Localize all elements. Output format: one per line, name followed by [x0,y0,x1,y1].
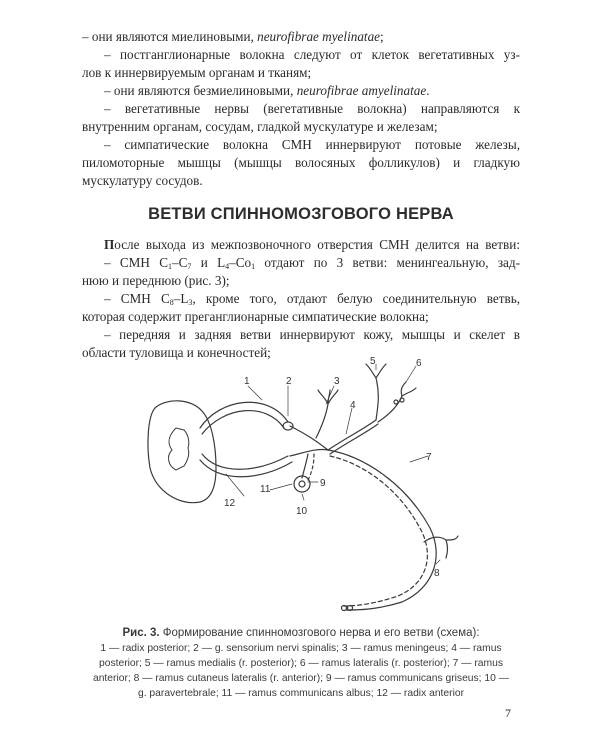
text-line: – постганглионарные волокна следуют от клеток вегетативных уз- [104,47,520,62]
lateral-branch [378,382,416,422]
fig-label: 10 [296,506,308,517]
fig-label: 11 [260,484,271,495]
figure-legend-line: g. paravertebrale; 11 — ramus communicans albus; 12 — radix anterior [137,688,465,699]
meningeal-branch [316,390,338,438]
paragraph-line: которая содержит преганглионарные симпатические волокна; [82,309,429,324]
paragraph-line: области туловища и конечностей; [82,345,271,360]
fig-label: 12 [224,498,236,509]
paragraph-line: – передняя и задняя ветви иннервируют кожу, мышцы и скелет в [104,327,520,342]
paragraph-line: – СМН $С_1-С_7$ и $L_4-Co_1$ отдают по 3 ветви: менингеальную, зад- [104,255,520,271]
medial-branch [366,364,386,420]
paragraph-line: После выхода из межпозвоночного отверстия СМН делится на ветви: [104,237,520,252]
figure-legend-line: posterior; 5 — ramus medialis (r. posterior); 6 — ramus lateralis (r. posterior); 7 — ramus [99,658,503,669]
fig-label: 6 [416,358,422,369]
anterior-root [202,454,288,469]
text-line: – они являются миелиновыми, neurofibrae myelinatae; [82,29,384,44]
ramus-communicans [302,454,308,478]
fig-label: 3 [334,376,340,387]
paragraph-line: – СМН $С_8-L_3$, кроме того, отдают белую соединительную ветвь, [104,291,521,307]
fig-label: 7 [426,452,432,463]
fig-label: 5 [370,356,376,367]
lateral-cutaneous-branch [424,536,458,558]
page-number: 7 [505,706,511,720]
text-line: лов к иннервируемым органам и тканям; [82,65,312,80]
fig-label: 9 [320,478,326,489]
posterior-branch [328,420,376,450]
text-line: – вегетативные нервы (вегетативные волокна) направляются к [104,101,520,116]
text-line: – они являются безмиелиновыми, neurofibrae amyelinatae. [104,83,430,98]
anterior-branch [328,450,436,610]
text-line: – симпатические волокна СМН иннервируют потовые железы, [104,137,520,152]
figure-legend-line: 1 — radix posterior; 2 — g. sensorium nervi spinalis; 3 — ramus meningeus; 4 — ramus [100,643,502,654]
spinal-nerve-diagram [140,356,470,618]
spinal-cord-outline [148,401,216,503]
text-line: мускулатуру сосудов. [82,173,203,188]
figure-caption-title: Рис. 3. Формирование спинномозгового нерва и его ветви (схема): [122,627,480,639]
fig-label: 8 [434,568,440,579]
fig-label: 1 [244,376,250,387]
nerve-trunk [290,426,328,450]
paragraph-line: нюю и переднюю (рис. 3); [82,273,230,288]
section-heading: ВЕТВИ СПИННОМОЗГОВОГО НЕРВА [148,205,454,223]
spinal-ganglion [283,422,293,430]
text-line: внутренним органам, сосудам, гладкой мускулатуре и железам; [82,119,438,134]
gray-matter [169,428,189,470]
posterior-root [200,402,288,428]
figure-legend-line: anterior; 8 — ramus cutaneus lateralis (r. anterior); 9 — ramus communicans griseus; 10 — [92,673,510,684]
text-line: пиломоторные мышцы (мышцы волосяных фолликулов) и гладкую [82,155,520,170]
fig-label: 4 [350,400,356,411]
fig-label: 2 [286,376,292,387]
